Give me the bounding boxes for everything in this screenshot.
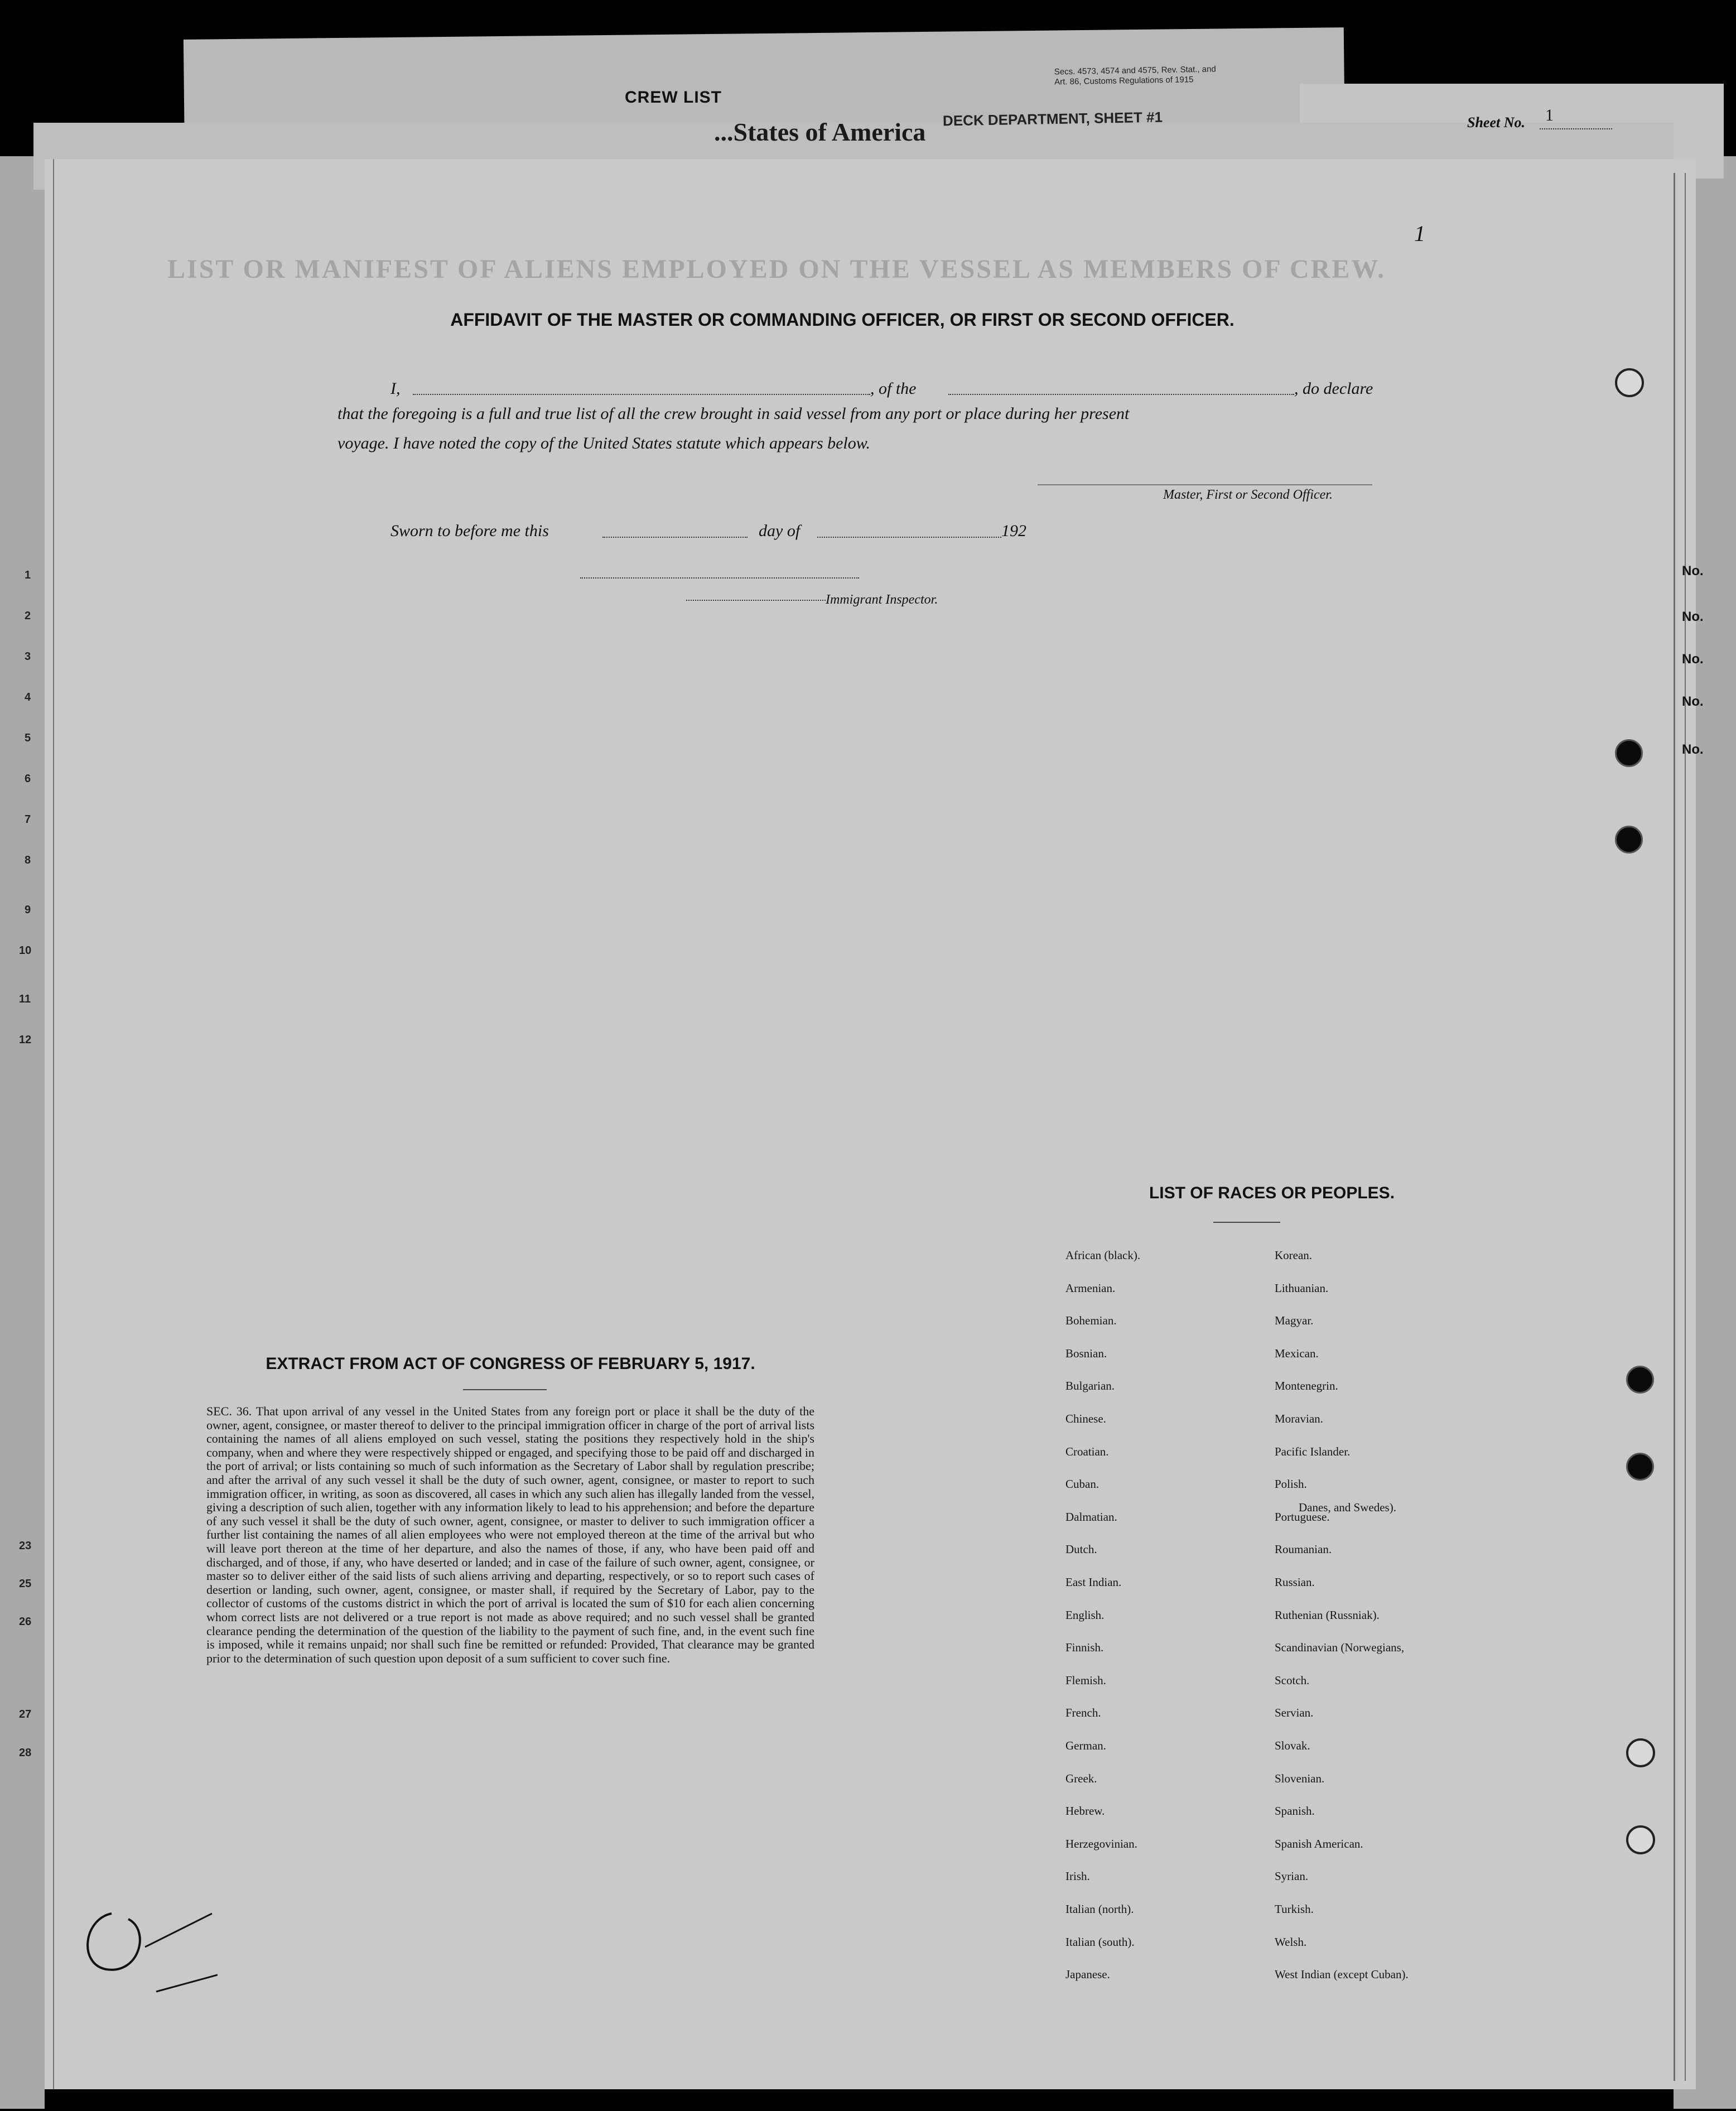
row-number: 1: [25, 569, 31, 581]
extract-rule: [463, 1389, 547, 1390]
affidavit-line-3: voyage. I have noted the copy of the United States statute which appears below.: [337, 434, 871, 452]
row-number: 3: [25, 650, 31, 663]
races-rule: [1213, 1222, 1280, 1223]
left-margin-rule: [53, 159, 54, 2089]
race-item: Servian.: [1275, 1706, 1314, 1719]
race-item: French.: [1065, 1706, 1101, 1719]
race-item: Magyar.: [1275, 1314, 1314, 1327]
right-border-rule: [1674, 173, 1675, 2081]
pencil-mark: [73, 1880, 218, 2008]
row-number: 9: [25, 904, 31, 916]
race-item: Ruthenian (Russniak).: [1275, 1608, 1380, 1622]
race-item: Lithuanian.: [1275, 1281, 1329, 1295]
race-item: Hebrew.: [1065, 1804, 1105, 1818]
day-blank-line: [602, 537, 748, 538]
affidavit-line-2: that the foregoing is a full and true list of all the crew brought in said vessel from any port or place during her present: [337, 404, 1130, 423]
row-number: 6: [25, 773, 31, 785]
race-item: Roumanian.: [1275, 1543, 1332, 1556]
binder-hole: [1626, 1825, 1655, 1854]
right-edge-text: No.: [1682, 694, 1704, 709]
row-number: 7: [25, 813, 31, 826]
inspector-signature-line-2: [686, 600, 826, 601]
race-item: Turkish.: [1275, 1902, 1314, 1916]
race-item: Scotch.: [1275, 1674, 1310, 1687]
row-number: 11: [19, 993, 31, 1005]
row-number: 26: [19, 1616, 32, 1628]
race-item: Cuban.: [1065, 1477, 1100, 1491]
race-item: East Indian.: [1065, 1575, 1122, 1589]
row-number: 28: [19, 1747, 32, 1759]
race-item: Moravian.: [1275, 1412, 1323, 1425]
race-item: Chinese.: [1065, 1412, 1106, 1425]
binder-hole: [1615, 826, 1643, 854]
race-item-continuation: Danes, and Swedes).: [1299, 1501, 1396, 1514]
race-item: Greek.: [1065, 1772, 1097, 1785]
day-of-label: day of: [759, 522, 801, 540]
race-item: Irish.: [1065, 1869, 1090, 1883]
sworn-label: Sworn to before me this: [390, 522, 549, 540]
row-number: 10: [19, 944, 32, 957]
races-title: LIST OF RACES OR PEOPLES.: [1149, 1184, 1395, 1202]
binder-hole: [1626, 1738, 1655, 1767]
row-number: 5: [25, 732, 31, 744]
race-item: Flemish.: [1065, 1674, 1106, 1687]
race-item: Armenian.: [1065, 1281, 1116, 1295]
sheet-no-line: [1540, 128, 1612, 129]
race-item: Spanish.: [1275, 1804, 1315, 1818]
sheet-no-label: Sheet No.: [1467, 114, 1525, 131]
master-signature-line: [1038, 484, 1372, 485]
race-item: Mexican.: [1275, 1347, 1319, 1360]
extract-body: SEC. 36. That upon arrival of any vessel in the United States from any foreign port or place it shall be the duty of the owner, agent, consignee, or master thereof to deliver to the principal immigration officer in charge of the port of arrival lists containing the names of all aliens employed on such vessel, stating the positions they respectively hold in the ship's company, when and where they were respectively shipped or engaged, and specifying those to be paid off and discharged in the port of arrival; or lists containing so much of such information as the Secretary of Labor shall by regulation prescribe; and after the arrival of any such vessel it shall be the duty of such owner, agent, consignee, or master to report to such immigration officer, in writing, as soon as discovered, all cases in which any such alien has illegally landed from the vessel, giving a description of such alien, together with any information likely to lead to his apprehension; and before the departure of any such vessel it shall be the duty of such owner, agent, consignee, or master to deliver to such immigration officer a further list containing the names of all alien employees who were not employed thereon at the time of the arrival but who will leave port thereon at the time of her departure, and also the names of those, if any, who have been paid off and discharged, and of those, if any, who have deserted or landed; and in case of the failure of such owner, agent, consignee, or master so to deliver either of the said lists of such aliens arriving and departing, respectively, or so to report such cases of desertion or landing, such owner, agent, consignee, or master shall, if required by the Secretary of Labor, pay to the collector of customs of the customs district in which the port of arrival is located the sum of $10 for each alien concerning whom correct lists are not delivered or a true report is not made as above required; and no such vessel shall be granted clearance pending the determination of the question of the liability to the payment of such fine, and, in the event such fine is imposed, while it remains unpaid; nor shall such fine be remitted or refunded: Provided, That clearance may be granted prior to the determination of such question upon deposit of a sum sufficient to cover such fine.: [206, 1404, 814, 1665]
race-item: Russian.: [1275, 1575, 1315, 1589]
race-item: Italian (south).: [1065, 1935, 1135, 1949]
race-item: Finnish.: [1065, 1641, 1104, 1654]
right-border-rule: [1685, 173, 1686, 2081]
master-label: Master, First or Second Officer.: [1163, 488, 1333, 502]
binder-hole: [1626, 1453, 1654, 1481]
bleed-through-title: LIST OR MANIFEST OF ALIENS EMPLOYED ON THE VESSEL AS MEMBERS OF CREW.: [167, 254, 1386, 284]
vessel-blank-line: [948, 394, 1294, 395]
row-number: 23: [19, 1540, 32, 1552]
inspector-signature-line-1: [580, 577, 859, 579]
binder-hole: [1615, 368, 1644, 397]
row-number: 25: [19, 1578, 32, 1590]
row-number: 8: [25, 854, 31, 866]
race-item: Bohemian.: [1065, 1314, 1117, 1327]
page-number: 1: [1414, 221, 1425, 246]
race-item: Slovenian.: [1275, 1772, 1325, 1785]
affidavit-title: AFFIDAVIT OF THE MASTER OR COMMANDING OFFICER, OR FIRST OR SECOND OFFICER.: [450, 310, 1235, 330]
deck-department-heading: DECK DEPARTMENT, SHEET #1: [942, 108, 1163, 129]
race-item: Herzegovinian.: [1065, 1837, 1137, 1850]
race-item: Syrian.: [1275, 1869, 1309, 1883]
race-item: German.: [1065, 1739, 1106, 1752]
year-label: 192: [1001, 522, 1026, 540]
statute-reference: Secs. 4573, 4574 and 4575, Rev. Stat., and Art. 86, Customs Regulations of 1915: [1054, 64, 1216, 87]
usa-heading-partial: ...States of America: [714, 118, 926, 146]
race-item: Croatian.: [1065, 1445, 1109, 1458]
right-edge-text: No.: [1682, 652, 1704, 667]
binder-hole: [1626, 1366, 1654, 1394]
right-edge-text: No.: [1682, 609, 1704, 624]
sheet-no-value: 1: [1545, 106, 1554, 124]
row-number: 2: [25, 610, 31, 622]
race-item: Bulgarian.: [1065, 1379, 1115, 1392]
affidavit-i-label: I,: [390, 379, 401, 398]
affidavit-do-declare-label: , do declare: [1294, 379, 1373, 398]
race-item: Pacific Islander.: [1275, 1445, 1351, 1458]
race-item: Portuguese.: [1275, 1510, 1330, 1524]
row-number: 12: [19, 1034, 32, 1046]
right-edge-text: No.: [1682, 563, 1704, 579]
inspector-label: Immigrant Inspector.: [826, 592, 938, 607]
right-edge-text: No.: [1682, 742, 1704, 757]
race-item: Scandinavian (Norwegians,: [1275, 1641, 1405, 1654]
race-item: Welsh.: [1275, 1935, 1307, 1949]
row-number: 27: [19, 1708, 32, 1720]
binder-hole: [1615, 739, 1643, 767]
race-item: Japanese.: [1065, 1968, 1110, 1981]
race-item: Montenegrin.: [1275, 1379, 1338, 1392]
name-blank-line: [413, 394, 870, 395]
race-item: Dutch.: [1065, 1543, 1097, 1556]
race-item: Polish.: [1275, 1477, 1307, 1491]
crew-list-heading: CREW LIST: [625, 88, 722, 107]
row-number: 4: [25, 691, 31, 703]
race-item: Korean.: [1275, 1249, 1313, 1262]
extract-title: EXTRACT FROM ACT OF CONGRESS OF FEBRUARY 5, 1917.: [266, 1355, 755, 1373]
left-page-edge: [0, 156, 45, 2109]
race-item: Spanish American.: [1275, 1837, 1363, 1850]
race-item: West Indian (except Cuban).: [1275, 1968, 1409, 1981]
race-item: Slovak.: [1275, 1739, 1310, 1752]
month-blank-line: [817, 537, 1001, 538]
race-item: Italian (north).: [1065, 1902, 1134, 1916]
race-item: Dalmatian.: [1065, 1510, 1117, 1524]
race-item: African (black).: [1065, 1249, 1141, 1262]
race-item: English.: [1065, 1608, 1105, 1622]
affidavit-of-the-label: , of the: [870, 379, 917, 398]
race-item: Bosnian.: [1065, 1347, 1107, 1360]
